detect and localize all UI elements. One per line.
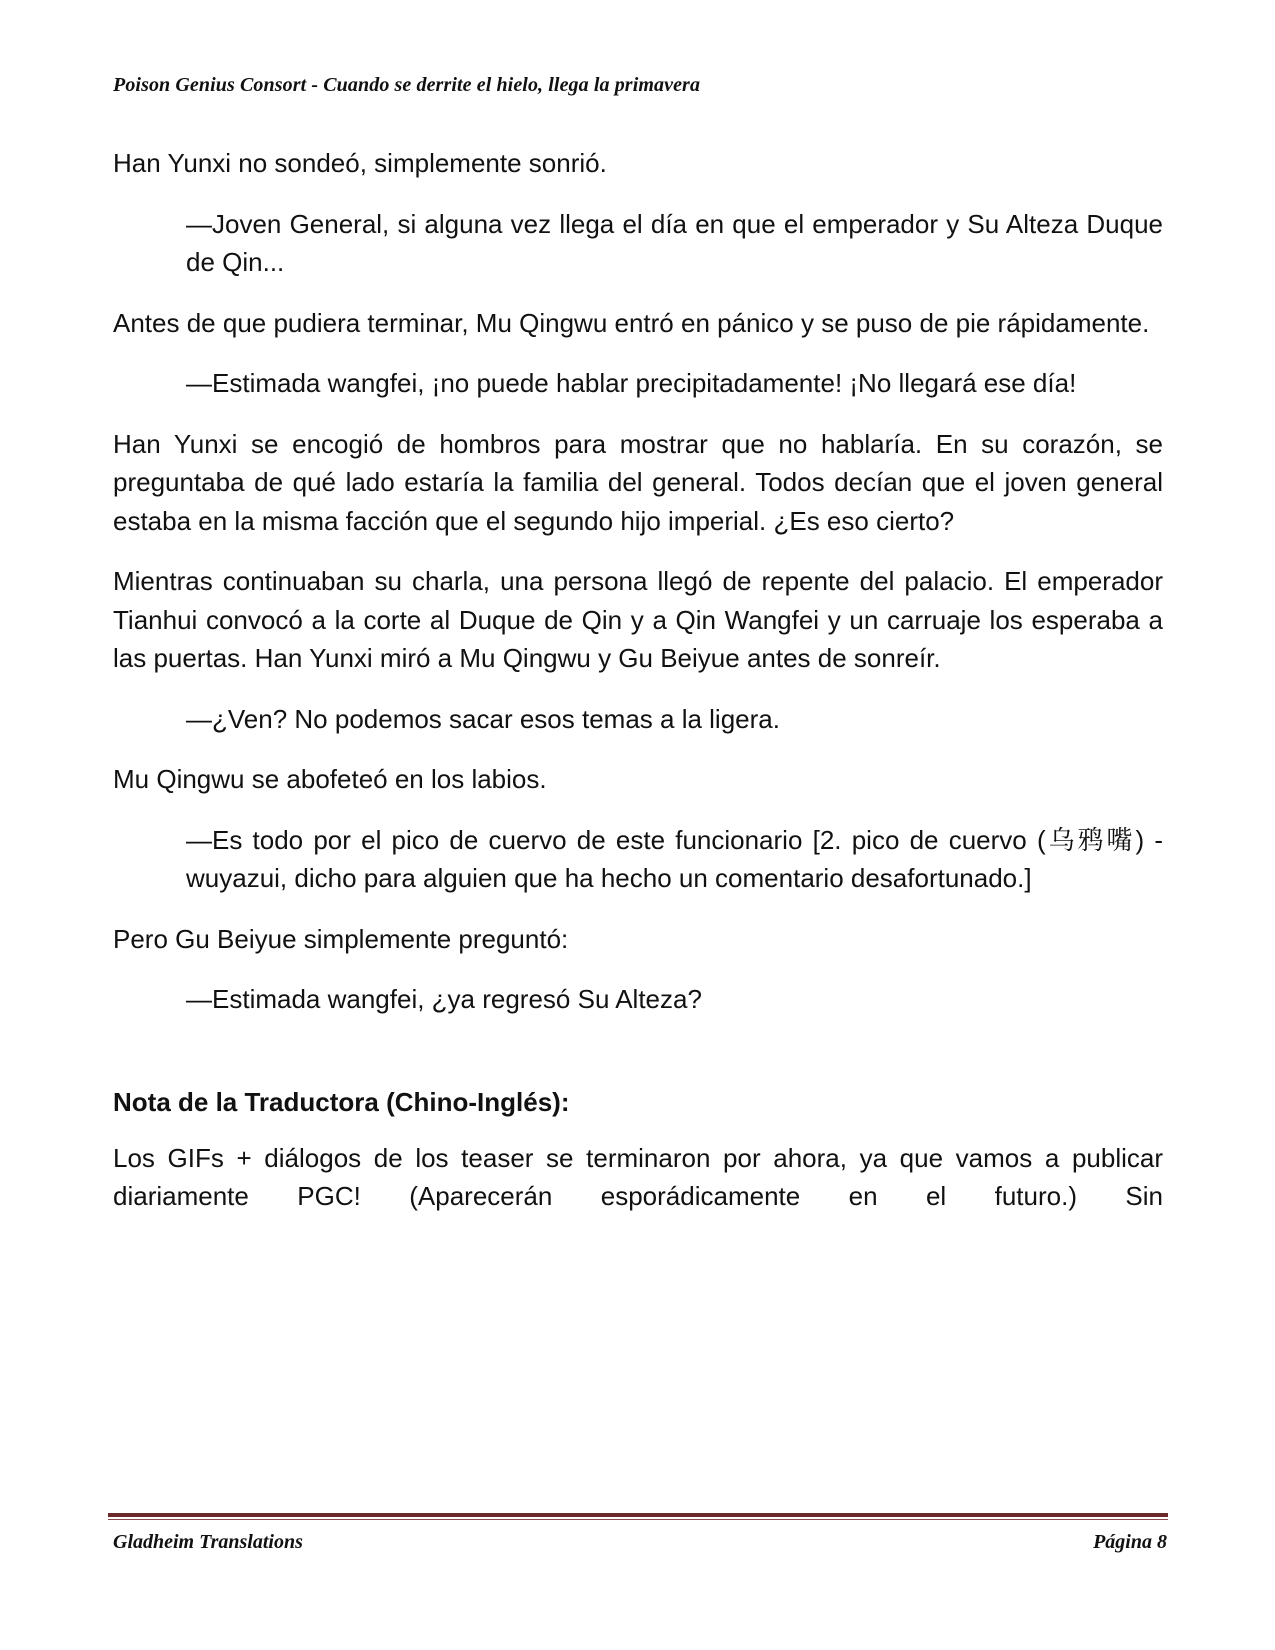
paragraph: Han Yunxi no sondeó, simplemente sonrió. <box>113 148 607 178</box>
dialogue-paragraph: —¿Ven? No podemos sacar esos temas a la ligera. <box>186 703 780 734</box>
paragraph: Pero Gu Beiyue simplemente preguntó: <box>113 923 569 954</box>
footer-publisher: Gladheim Translations <box>113 1531 303 1553</box>
dialogue-paragraph: —Estimada wangfei, ¿ya regresó Su Alteza? <box>186 984 702 1014</box>
translator-note-heading: Nota de la Traductora (Chino-Inglés): <box>113 1086 570 1117</box>
paragraph: Mientras continuaban su charla, una persona llegó de repente del palacio. El emperador Tianhui convocó a la corte al Duque de Qin y a Qin Wangfei y un carruaje los esperaba a las puertas. Han Yunxi miró a Mu Qingwu y Gu Beiyue antes de sonreír. <box>113 566 1163 673</box>
running-header: Poison Genius Consort - Cuando se derrite el hielo, llega la primavera <box>113 74 701 96</box>
dialogue-paragraph: —Estimada wangfei, ¡no puede hablar precipitadamente! ¡No llegará ese día! <box>186 368 1077 398</box>
page-number: Página 8 <box>1093 1531 1167 1553</box>
paragraph: Han Yunxi se encogió de hombros para mostrar que no hablaría. En su corazón, se preguntaba de qué lado estaría la familia del general. Todos decían que el joven general estaba en la misma facción que el segundo hijo imperial. ¿Es eso cierto? <box>113 428 1163 536</box>
paragraph: Mu Qingwu se abofeteó en los labios. <box>113 764 547 794</box>
dialogue-paragraph: —Es todo por el pico de cuervo de este funcionario [2. pico de cuervo (乌鸦嘴) - wuyazui, dicho para alguien que ha hecho un comentario desafortunado.] <box>186 824 1163 893</box>
translator-note-text: Los GIFs + diálogos de los teaser se terminaron por ahora, ya que vamos a publicar diariamente PGC! (Aparecerán esporádicamente en el futuro.) Sin <box>113 1142 1163 1211</box>
document-body <box>113 144 1163 1238</box>
paragraph: Antes de que pudiera terminar, Mu Qingwu entró en pánico y se puso de pie rápidamente. <box>113 307 1150 338</box>
dialogue-paragraph: —Joven General, si alguna vez llega el día en que el emperador y Su Alteza Duque de Qin... <box>186 208 1163 277</box>
footer-divider <box>108 1513 1168 1517</box>
footer-divider-thin <box>108 1519 1168 1520</box>
